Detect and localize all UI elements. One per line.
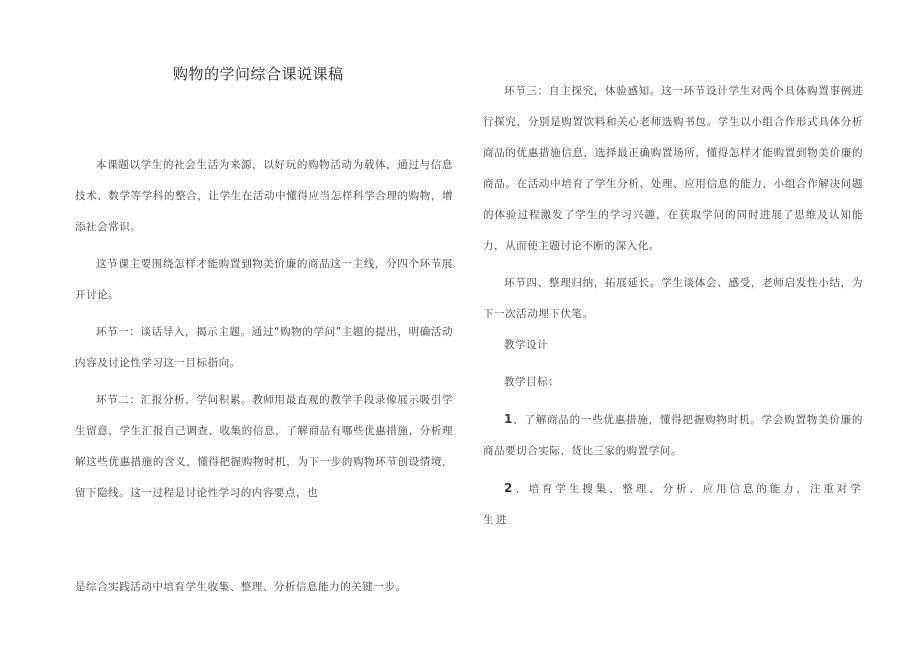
left-paragraph-intro: 本课题以学生的社会生活为来源，以好玩的购物活动为载体，通过与信息技术、数学等学科的整合，让学生在活动中懂得应当怎样科学合理的购物，增添社会常识。: [75, 159, 453, 233]
heading-teaching-design: 教学设计: [504, 339, 549, 351]
goal-text-2: 、培育学生搜集、整理、分析、应用信息的能力，注重对学生进: [483, 483, 863, 526]
goal-number-1: 1: [504, 412, 513, 426]
left-column: [75, 150, 453, 509]
goal-text-1: 、了解商品的一些优惠措施，懂得把握购物时机。学会购置物美价廉的商品要切合实际、货比三家的购置学问。: [483, 414, 863, 457]
left-paragraph-mainline: 这节课主要围绕怎样才能购置到物美价廉的商品这一主线，分四个环节展开讨论。: [75, 258, 453, 301]
right-column: [483, 76, 863, 536]
document-title: 购物的学问综合课说课稿: [173, 65, 344, 83]
goal-item-2: [483, 473, 863, 536]
left-paragraph-stage-two: 环节二：汇报分析，学问积累。教师用最直观的教学手段录像展示吸引学生留意，学生汇报自己调查、收集的信息，了解商品有哪些优惠措施，分析理解这些优惠措施的含义，懂得把握购物时机，为下一步的购物环节创设情境，留下隐线。这一过程是讨论性学习的内容要点，也: [75, 394, 453, 499]
goal-number-2: 2: [504, 481, 515, 495]
bottom-continuation-line: 是综合实践活动中培育学生收集、整理、分析信息能力的关键一步。: [75, 581, 407, 593]
left-paragraph-stage-one: 环节一：谈话导入，揭示主题。通过“购物的学问”主题的提出，明确活动内容及讨论性学习这一目标指向。: [75, 326, 453, 369]
right-paragraph-stage-three: 环节三：自主探究，体验感知。这一环节设计学生对两个具体购置事例进行探究，分别是购置饮料和关心老师选购书包。学生以小组合作形式具体分析商品的优惠措施信息，选择最正确购置场所，懂得怎样才能购置到物美价廉的商品。在活动中培育了学生分析、处理、应用信息的能力，小组合作解决问题的体验过程激发了学生的学习兴趣，在获取学问的同时进展了思维及认知能力，从而使主题讨论不断的深入化。: [483, 85, 863, 252]
goal-item-1: [483, 404, 863, 467]
heading-teaching-goals: 教学目标：: [504, 376, 560, 388]
right-paragraph-stage-four: 环节四、整理归纳，拓展延长。学生谈体会、感受，老师启发性小结，为下一次活动埋下伏笔。: [483, 277, 863, 320]
